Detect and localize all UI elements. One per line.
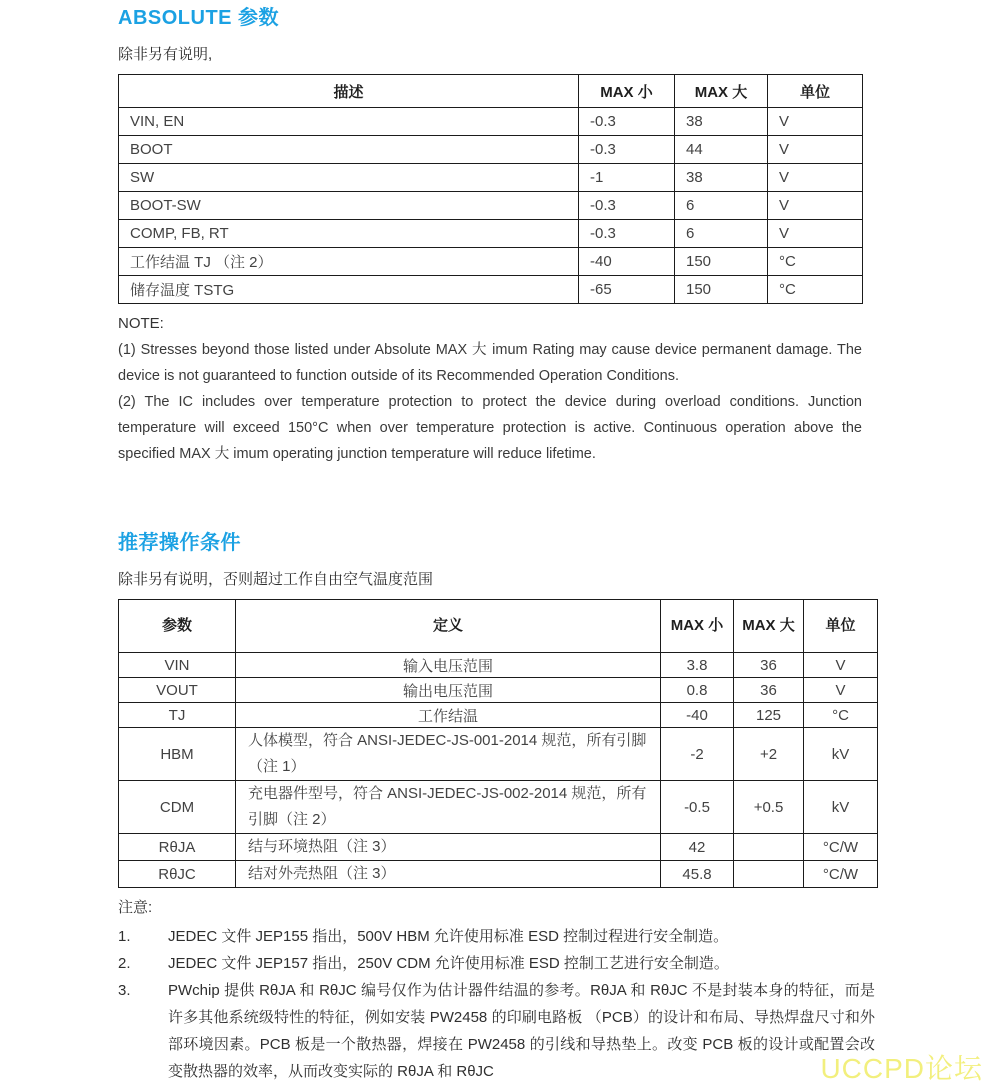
table-cell	[734, 834, 804, 861]
table-cell: 36	[734, 678, 804, 703]
table-row	[119, 728, 878, 781]
table-cell: V	[804, 678, 878, 703]
table-cell: 6	[675, 220, 768, 248]
table-cell: 充电器件型号，符合 ANSI-JEDEC-JS-002-2014 规范，所有引脚（注 2）	[236, 781, 661, 834]
note-paragraph: (2) The IC includes over temperature protection to protect the device during overload conditions. Junction temperature will exceed 150°C when over temperature protection is active. Continuous operation above the specified MAX 大 imum operating junction temperature will reduce lifetime.	[118, 394, 862, 462]
table-cell: V	[804, 653, 878, 678]
table-cell: -0.3	[579, 192, 675, 220]
table-cell: RθJA	[119, 834, 236, 861]
column-header: MAX 大	[734, 600, 804, 653]
table-row	[119, 248, 863, 276]
table-cell: BOOT-SW	[119, 192, 579, 220]
cn-note-item	[118, 923, 877, 950]
table-cell: V	[768, 108, 863, 136]
column-header: MAX 小	[661, 600, 734, 653]
column-header: 参数	[119, 600, 236, 653]
section1-title: ABSOLUTE 参数	[118, 7, 280, 29]
note-number: 1.	[118, 928, 131, 945]
table-cell: V	[768, 220, 863, 248]
table-cell: 输出电压范围	[236, 678, 661, 703]
table-cell: 38	[675, 108, 768, 136]
cn-note-label: 注意:	[118, 899, 153, 916]
table-cell: 42	[661, 834, 734, 861]
table-cell: V	[768, 192, 863, 220]
cn-note-item	[118, 950, 877, 977]
table-row	[119, 136, 863, 164]
table-cell: 工作结温 TJ （注 2）	[119, 248, 579, 276]
table-cell: +0.5	[734, 781, 804, 834]
note-paragraph: (1) Stresses beyond those listed under Absolute MAX 大 imum Rating may cause device permanent damage. The device is not guaranteed to function outside of its Recommended Operation Conditions.	[118, 342, 862, 384]
table-cell: VOUT	[119, 678, 236, 703]
table-cell: °C	[768, 248, 863, 276]
section2-title: 推荐操作条件	[118, 532, 241, 554]
table-cell: °C/W	[804, 834, 878, 861]
table-cell: VIN	[119, 653, 236, 678]
table-cell: -40	[661, 703, 734, 728]
table-cell: COMP, FB, RT	[119, 220, 579, 248]
cn-note-item	[118, 977, 877, 1085]
table-cell: 结与环境热阻（注 3）	[236, 834, 661, 861]
column-header: 定义	[236, 600, 661, 653]
column-header: 单位	[804, 600, 878, 653]
table-row	[119, 834, 878, 861]
table-cell: BOOT	[119, 136, 579, 164]
table-row	[119, 653, 878, 678]
table-row	[119, 164, 863, 192]
table-header-row	[119, 600, 878, 653]
note-number: 2.	[118, 955, 131, 972]
table-row	[119, 678, 878, 703]
column-header: 单位	[768, 75, 863, 108]
table-cell: 44	[675, 136, 768, 164]
table-cell: 3.8	[661, 653, 734, 678]
table-cell: kV	[804, 728, 878, 781]
table-cell: °C	[804, 703, 878, 728]
table-cell: RθJC	[119, 861, 236, 888]
table-cell: 输入电压范围	[236, 653, 661, 678]
section2-intro: 除非另有说明，否则超过工作自由空气温度范围	[118, 571, 434, 588]
note-text: JEDEC 文件 JEP155 指出，500V HBM 允许使用标准 ESD 控制过程进行安全制造。	[168, 928, 729, 945]
table-cell: VIN, EN	[119, 108, 579, 136]
table-cell: kV	[804, 781, 878, 834]
table-cell: 45.8	[661, 861, 734, 888]
table-cell	[734, 861, 804, 888]
table-cell: V	[768, 136, 863, 164]
absolute-max-table	[118, 74, 863, 304]
table-cell: -2	[661, 728, 734, 781]
table-row	[119, 703, 878, 728]
page-content	[118, 0, 877, 1085]
table-cell: CDM	[119, 781, 236, 834]
section1-intro: 除非另有说明,	[118, 46, 213, 63]
table-header-row	[119, 75, 863, 108]
note-label: NOTE:	[118, 315, 164, 332]
table-cell: 储存温度 TSTG	[119, 276, 579, 304]
note-text: JEDEC 文件 JEP157 指出，250V CDM 允许使用标准 ESD 控制工艺进行安全制造。	[168, 955, 729, 972]
table-row	[119, 108, 863, 136]
table-row	[119, 220, 863, 248]
note-text: PWchip 提供 RθJA 和 RθJC 编号仅作为估计器件结温的参考。RθJA 和 RθJC 不是封装本身的特征，而是许多其他系统级特性的特征，例如安装 PW2458 的印刷电路板 （PCB）的设计和布局、导热焊盘尺寸和外部环境因素。PCB 板是一个散热器，焊接在 PW2458 的引线和导热垫上。改变 PCB 板的设计或配置会改变散热器的效率，从而改变实际的 RθJA 和 RθJC	[168, 982, 875, 1080]
cn-notes	[118, 923, 877, 1085]
recommended-conditions-table	[118, 599, 878, 888]
note-number: 3.	[118, 982, 131, 999]
table-cell: °C	[768, 276, 863, 304]
forum-watermark: UCCPD论坛	[820, 1053, 983, 1084]
table-cell: -65	[579, 276, 675, 304]
table-cell: -1	[579, 164, 675, 192]
table-row	[119, 861, 878, 888]
table-cell: -0.3	[579, 136, 675, 164]
table-cell: -0.3	[579, 108, 675, 136]
table-cell: 工作结温	[236, 703, 661, 728]
table-cell: °C/W	[804, 861, 878, 888]
table-cell: 6	[675, 192, 768, 220]
column-header: MAX 小	[579, 75, 675, 108]
table-cell: -0.5	[661, 781, 734, 834]
table-cell: HBM	[119, 728, 236, 781]
table-cell: 0.8	[661, 678, 734, 703]
table-cell: 38	[675, 164, 768, 192]
table-cell: 结对外壳热阻（注 3）	[236, 861, 661, 888]
table-row	[119, 781, 878, 834]
table-cell: -0.3	[579, 220, 675, 248]
column-header: MAX 大	[675, 75, 768, 108]
table-cell: -40	[579, 248, 675, 276]
table-cell: 150	[675, 248, 768, 276]
table-cell: 36	[734, 653, 804, 678]
table-cell: 150	[675, 276, 768, 304]
table-cell: 人体模型，符合 ANSI-JEDEC-JS-001-2014 规范，所有引脚（注 1）	[236, 728, 661, 781]
table-cell: 125	[734, 703, 804, 728]
table-cell: SW	[119, 164, 579, 192]
table-cell: +2	[734, 728, 804, 781]
column-header: 描述	[119, 75, 579, 108]
table-cell: V	[768, 164, 863, 192]
table-cell: TJ	[119, 703, 236, 728]
table-row	[119, 276, 863, 304]
table-row	[119, 192, 863, 220]
